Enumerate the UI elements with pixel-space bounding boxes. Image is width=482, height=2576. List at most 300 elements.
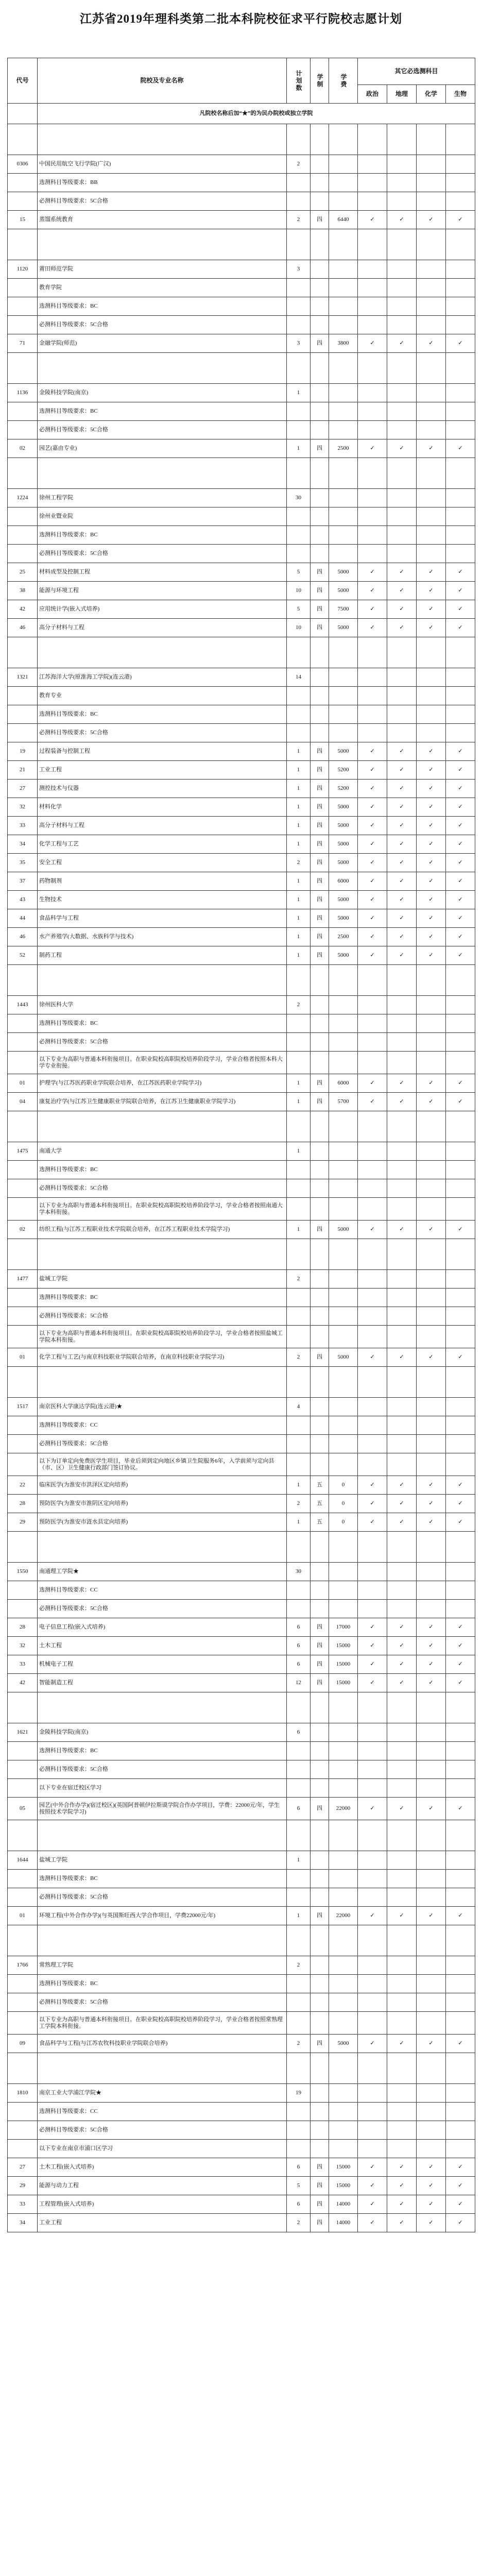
cell-name: 蒸馏系统教育 — [38, 211, 287, 229]
cell-fee — [329, 1052, 358, 1074]
note-row — [8, 1581, 475, 1600]
cell-subject — [358, 1198, 387, 1221]
cell-plan: 10 — [287, 582, 311, 600]
table-row — [8, 2035, 475, 2053]
notice-row — [8, 104, 475, 124]
cell-subject — [358, 687, 387, 705]
cell-subject — [358, 1779, 387, 1798]
cell-code: 19 — [8, 742, 38, 761]
note-row — [8, 507, 475, 526]
cell-name: 选测科目等级要求：BC — [38, 1014, 287, 1033]
note-row — [8, 2103, 475, 2121]
cell-fee — [329, 1270, 358, 1289]
cell-fee: 15000 — [329, 1674, 358, 1692]
check-mark-icon: ✓ — [387, 742, 417, 761]
cell-name: 必测科目等级要求：5C合格 — [38, 1993, 287, 2012]
cell-fee — [329, 1142, 358, 1161]
cell-subject — [417, 192, 446, 211]
cell-name: 选测科目等级要求：CC — [38, 2103, 287, 2121]
cell-fee — [329, 2103, 358, 2121]
check-mark-icon: ✓ — [446, 1221, 475, 1239]
note-row — [8, 1033, 475, 1052]
cell-plan — [287, 1581, 311, 1600]
cell-subject — [446, 1416, 475, 1435]
cell-subject — [446, 192, 475, 211]
cell-subject — [358, 668, 387, 687]
cell-subject — [417, 1742, 446, 1760]
cell-code: 1120 — [8, 260, 38, 279]
note-row — [8, 402, 475, 421]
cell-code: 01 — [8, 1907, 38, 1925]
cell-fee: 3800 — [329, 334, 358, 353]
cell-plan — [287, 1993, 311, 2012]
cell-subject — [417, 316, 446, 334]
cell-fee — [329, 1398, 358, 1416]
cell-plan: 1 — [287, 384, 311, 402]
cell-subject — [446, 1975, 475, 1993]
cell-years — [311, 1289, 329, 1307]
cell-subject — [387, 489, 417, 507]
cell-years: 五 — [311, 1513, 329, 1532]
cell-years: 四 — [311, 2177, 329, 2195]
cell-name: 选测科目等级要求：BC — [38, 526, 287, 545]
cell-fee — [329, 2140, 358, 2158]
cell-fee — [329, 1760, 358, 1779]
cell-plan: 1 — [287, 779, 311, 798]
cell-plan — [287, 1307, 311, 1326]
cell-plan: 6 — [287, 1637, 311, 1655]
cell-code — [8, 1760, 38, 1779]
cell-code: 29 — [8, 1513, 38, 1532]
spacer-row — [8, 124, 475, 155]
cell-fee: 2500 — [329, 928, 358, 946]
check-mark-icon: ✓ — [417, 798, 446, 817]
cell-code: 28 — [8, 1618, 38, 1637]
cell-years: 四 — [311, 779, 329, 798]
spacer-row — [8, 458, 475, 489]
check-mark-icon: ✓ — [446, 909, 475, 928]
note-row — [8, 2121, 475, 2140]
notice-text: 凡院校名称后加“★”的为民办院校或独立学院 — [38, 104, 475, 124]
cell-name: 选测科目等级要求：BB — [38, 174, 287, 192]
cell-code: 1136 — [8, 384, 38, 402]
check-mark-icon: ✓ — [446, 946, 475, 965]
check-mark-icon: ✓ — [387, 2177, 417, 2195]
cell-subject — [387, 545, 417, 563]
cell-code: 1644 — [8, 1851, 38, 1870]
cell-name: 纺织工程(与江苏工程职业技术学院联合培养，在江苏工程职业技术学院学习) — [38, 1221, 287, 1239]
cell-fee — [329, 402, 358, 421]
cell-fee — [329, 2084, 358, 2103]
cell-plan: 2 — [287, 1270, 311, 1289]
cell-subject — [387, 2103, 417, 2121]
check-mark-icon: ✓ — [358, 817, 387, 835]
cell-fee: 15000 — [329, 1655, 358, 1674]
cell-fee: 5000 — [329, 946, 358, 965]
cell-subject — [387, 526, 417, 545]
cell-fee: 15000 — [329, 2158, 358, 2177]
cell-plan: 6 — [287, 1723, 311, 1742]
note-row — [8, 1888, 475, 1907]
note-row — [8, 1416, 475, 1435]
cell-plan — [287, 1326, 311, 1348]
check-mark-icon: ✓ — [417, 600, 446, 619]
cell-years: 四 — [311, 582, 329, 600]
cell-fee — [329, 384, 358, 402]
cell-code: 1766 — [8, 1956, 38, 1975]
note-row — [8, 1453, 475, 1476]
cell-subject — [417, 1014, 446, 1033]
check-mark-icon: ✓ — [417, 2214, 446, 2232]
cell-name: 以下专业为高职与普通本科衔接项目。在职业院校高职院校培养阶段学习，学业合格者按照本科大学专业衔接。 — [38, 1052, 287, 1074]
cell-subject — [358, 1851, 387, 1870]
cell-fee — [329, 507, 358, 526]
check-mark-icon: ✓ — [417, 619, 446, 637]
cell-name: 金陵科技学院(南京) — [38, 1723, 287, 1742]
cell-subject — [387, 1014, 417, 1033]
cell-name: 康复治疗学(与江苏卫生健康职业学院联合培养，在江苏卫生健康职业学院学习) — [38, 1093, 287, 1111]
check-mark-icon: ✓ — [358, 1637, 387, 1655]
cell-subject — [387, 402, 417, 421]
cell-fee — [329, 1289, 358, 1307]
check-mark-icon: ✓ — [358, 835, 387, 854]
table-row — [8, 260, 475, 279]
table-row — [8, 211, 475, 229]
cell-code: 42 — [8, 1674, 38, 1692]
check-mark-icon: ✓ — [417, 1655, 446, 1674]
cell-name: 土木工程(嵌入式培养) — [38, 2158, 287, 2177]
cell-code: 1443 — [8, 996, 38, 1014]
cell-fee: 5000 — [329, 891, 358, 909]
note-row — [8, 526, 475, 545]
check-mark-icon: ✓ — [417, 854, 446, 872]
cell-subject — [387, 1742, 417, 1760]
table-row — [8, 817, 475, 835]
cell-code — [8, 1416, 38, 1435]
cell-code — [8, 1993, 38, 2012]
cell-subject — [358, 724, 387, 742]
check-mark-icon: ✓ — [358, 2214, 387, 2232]
cell-subject — [446, 2012, 475, 2035]
cell-subject — [358, 192, 387, 211]
table-row — [8, 668, 475, 687]
cell-subject — [387, 687, 417, 705]
cell-subject — [387, 1760, 417, 1779]
cell-subject — [358, 1600, 387, 1618]
cell-subject — [446, 1033, 475, 1052]
cell-code — [8, 1742, 38, 1760]
cell-subject — [387, 1779, 417, 1798]
cell-subject — [358, 1307, 387, 1326]
header-years: 学制 — [311, 58, 329, 104]
cell-subject — [358, 1975, 387, 1993]
cell-subject — [387, 1270, 417, 1289]
header-subject-biology: 生物 — [446, 85, 475, 104]
table-row — [8, 854, 475, 872]
cell-plan: 1 — [287, 835, 311, 854]
cell-subject — [358, 260, 387, 279]
cell-years — [311, 1435, 329, 1453]
cell-subject — [446, 421, 475, 439]
check-mark-icon: ✓ — [446, 2158, 475, 2177]
cell-code: 34 — [8, 835, 38, 854]
cell-plan: 1 — [287, 1851, 311, 1870]
cell-subject — [358, 489, 387, 507]
cell-subject — [446, 1742, 475, 1760]
cell-years: 四 — [311, 1093, 329, 1111]
note-row — [8, 1198, 475, 1221]
cell-plan: 1 — [287, 891, 311, 909]
cell-subject — [446, 1563, 475, 1581]
cell-subject — [446, 2084, 475, 2103]
check-mark-icon: ✓ — [446, 854, 475, 872]
check-mark-icon: ✓ — [387, 619, 417, 637]
cell-subject — [417, 1581, 446, 1600]
cell-subject — [358, 1289, 387, 1307]
table-row — [8, 1851, 475, 1870]
cell-code: 27 — [8, 779, 38, 798]
cell-subject — [358, 1416, 387, 1435]
cell-subject — [417, 1179, 446, 1198]
cell-name: 以下专业为高职与普通本科衔接项目。在职业院校高职院校培养阶段学习，学业合格者按照南通大学本科衔接。 — [38, 1198, 287, 1221]
cell-plan: 2 — [287, 2035, 311, 2053]
cell-code — [8, 705, 38, 724]
cell-plan — [287, 1416, 311, 1435]
cell-code: 1224 — [8, 489, 38, 507]
check-mark-icon: ✓ — [446, 439, 475, 458]
cell-subject — [387, 507, 417, 526]
cell-subject — [358, 1888, 387, 1907]
cell-fee: 7500 — [329, 600, 358, 619]
cell-name: 智能制造工程 — [38, 1674, 287, 1692]
cell-subject — [387, 297, 417, 316]
check-mark-icon: ✓ — [358, 854, 387, 872]
cell-fee — [329, 297, 358, 316]
cell-plan: 19 — [287, 2084, 311, 2103]
cell-years — [311, 1851, 329, 1870]
cell-subject — [446, 1270, 475, 1289]
check-mark-icon: ✓ — [417, 946, 446, 965]
check-mark-icon: ✓ — [417, 835, 446, 854]
cell-fee: 0 — [329, 1476, 358, 1495]
cell-code: 21 — [8, 761, 38, 779]
spacer-row — [8, 2053, 475, 2084]
cell-subject — [387, 155, 417, 174]
check-mark-icon: ✓ — [417, 779, 446, 798]
table-row — [8, 1398, 475, 1416]
cell-fee: 5000 — [329, 817, 358, 835]
cell-code: 32 — [8, 1637, 38, 1655]
table-row — [8, 779, 475, 798]
table-row — [8, 946, 475, 965]
cell-subject — [387, 1142, 417, 1161]
cell-subject — [358, 1033, 387, 1052]
header-plan: 计划数 — [287, 58, 311, 104]
check-mark-icon: ✓ — [358, 563, 387, 582]
cell-subject — [387, 1307, 417, 1326]
cell-fee: 17000 — [329, 1618, 358, 1637]
cell-subject — [446, 1326, 475, 1348]
cell-subject — [358, 384, 387, 402]
cell-subject — [387, 1033, 417, 1052]
cell-subject — [417, 1870, 446, 1888]
cell-years — [311, 1052, 329, 1074]
cell-fee: 5000 — [329, 1221, 358, 1239]
cell-years — [311, 316, 329, 334]
header-subject-politics: 政治 — [358, 85, 387, 104]
note-row — [8, 279, 475, 297]
cell-subject — [387, 1453, 417, 1476]
cell-name: 园艺(嘉由专业) — [38, 439, 287, 458]
cell-fee: 5700 — [329, 1093, 358, 1111]
note-row — [8, 2012, 475, 2035]
cell-years: 四 — [311, 742, 329, 761]
cell-plan: 2 — [287, 1495, 311, 1513]
cell-subject — [358, 174, 387, 192]
cell-fee — [329, 2121, 358, 2140]
cell-subject — [387, 1975, 417, 1993]
cell-name: 必测科目等级要求：5C合格 — [38, 1888, 287, 1907]
cell-plan: 1 — [287, 946, 311, 965]
check-mark-icon: ✓ — [417, 1674, 446, 1692]
cell-subject — [446, 174, 475, 192]
note-row — [8, 1779, 475, 1798]
cell-subject — [358, 2121, 387, 2140]
cell-subject — [387, 1289, 417, 1307]
check-mark-icon: ✓ — [387, 928, 417, 946]
check-mark-icon: ✓ — [417, 1513, 446, 1532]
cell-plan: 1 — [287, 1907, 311, 1925]
cell-subject — [387, 1993, 417, 2012]
cell-subject — [417, 2084, 446, 2103]
cell-name: 工业工程 — [38, 761, 287, 779]
cell-code — [8, 1600, 38, 1618]
cell-subject — [358, 2140, 387, 2158]
spacer-row — [8, 1532, 475, 1563]
check-mark-icon: ✓ — [387, 2035, 417, 2053]
admission-plan-table — [7, 58, 475, 2232]
cell-code: 02 — [8, 1221, 38, 1239]
cell-subject — [387, 1416, 417, 1435]
cell-code: 46 — [8, 619, 38, 637]
check-mark-icon: ✓ — [387, 1674, 417, 1692]
cell-name: 预防医学(为淮安市涟水县定向培养) — [38, 1513, 287, 1532]
cell-plan: 2 — [287, 996, 311, 1014]
cell-name: 过程装备与控制工程 — [38, 742, 287, 761]
cell-fee: 0 — [329, 1513, 358, 1532]
check-mark-icon: ✓ — [387, 1495, 417, 1513]
cell-subject — [358, 1014, 387, 1033]
cell-subject — [387, 724, 417, 742]
cell-subject — [387, 1851, 417, 1870]
table-row — [8, 1956, 475, 1975]
cell-plan — [287, 402, 311, 421]
cell-code — [8, 507, 38, 526]
cell-subject — [387, 1581, 417, 1600]
cell-subject — [387, 2140, 417, 2158]
cell-subject — [358, 1435, 387, 1453]
cell-subject — [446, 1453, 475, 1476]
cell-subject — [387, 1052, 417, 1074]
check-mark-icon: ✓ — [358, 211, 387, 229]
check-mark-icon: ✓ — [387, 2214, 417, 2232]
cell-subject — [358, 1956, 387, 1975]
cell-subject — [446, 724, 475, 742]
cell-years — [311, 2084, 329, 2103]
cell-plan: 5 — [287, 600, 311, 619]
check-mark-icon: ✓ — [446, 1074, 475, 1093]
cell-subject — [446, 279, 475, 297]
check-mark-icon: ✓ — [387, 1637, 417, 1655]
cell-code — [8, 1033, 38, 1052]
cell-fee — [329, 2012, 358, 2035]
check-mark-icon: ✓ — [358, 1907, 387, 1925]
check-mark-icon: ✓ — [387, 761, 417, 779]
check-mark-icon: ✓ — [358, 334, 387, 353]
cell-fee: 5000 — [329, 563, 358, 582]
check-mark-icon: ✓ — [446, 1618, 475, 1637]
cell-name: 以下专业在南京市浦口区学习 — [38, 2140, 287, 2158]
cell-name: 徐州医科大学 — [38, 996, 287, 1014]
cell-plan — [287, 1052, 311, 1074]
cell-subject — [358, 1870, 387, 1888]
cell-fee — [329, 1453, 358, 1476]
check-mark-icon: ✓ — [446, 1655, 475, 1674]
table-row — [8, 1513, 475, 1532]
cell-subject — [358, 1161, 387, 1179]
cell-subject — [387, 1161, 417, 1179]
check-mark-icon: ✓ — [446, 1637, 475, 1655]
cell-name: 南通大学 — [38, 1142, 287, 1161]
cell-name: 必测科目等级要求：5C合格 — [38, 1760, 287, 1779]
cell-code — [8, 2121, 38, 2140]
cell-name: 必测科目等级要求：5C合格 — [38, 1435, 287, 1453]
cell-subject — [417, 384, 446, 402]
cell-subject — [446, 1956, 475, 1975]
cell-years — [311, 687, 329, 705]
cell-name: 南通理工学院★ — [38, 1563, 287, 1581]
cell-fee: 5000 — [329, 835, 358, 854]
cell-plan — [287, 1289, 311, 1307]
cell-subject — [417, 705, 446, 724]
cell-fee — [329, 1033, 358, 1052]
cell-code — [8, 1779, 38, 1798]
cell-plan — [287, 1435, 311, 1453]
cell-fee — [329, 545, 358, 563]
cell-code — [8, 1435, 38, 1453]
check-mark-icon: ✓ — [387, 1513, 417, 1532]
check-mark-icon: ✓ — [358, 2158, 387, 2177]
cell-subject — [417, 1956, 446, 1975]
table-row — [8, 1907, 475, 1925]
cell-fee: 14000 — [329, 2195, 358, 2214]
cell-plan: 1 — [287, 1093, 311, 1111]
cell-subject — [358, 1179, 387, 1198]
table-row — [8, 928, 475, 946]
check-mark-icon: ✓ — [417, 1093, 446, 1111]
cell-plan — [287, 174, 311, 192]
table-row — [8, 872, 475, 891]
cell-years: 四 — [311, 1074, 329, 1093]
cell-name: 材料成型及控制工程 — [38, 563, 287, 582]
cell-fee: 5000 — [329, 798, 358, 817]
cell-plan — [287, 316, 311, 334]
cell-code: 33 — [8, 1655, 38, 1674]
cell-name: 土木工程 — [38, 1637, 287, 1655]
check-mark-icon: ✓ — [446, 600, 475, 619]
cell-subject — [417, 2140, 446, 2158]
cell-subject — [358, 705, 387, 724]
